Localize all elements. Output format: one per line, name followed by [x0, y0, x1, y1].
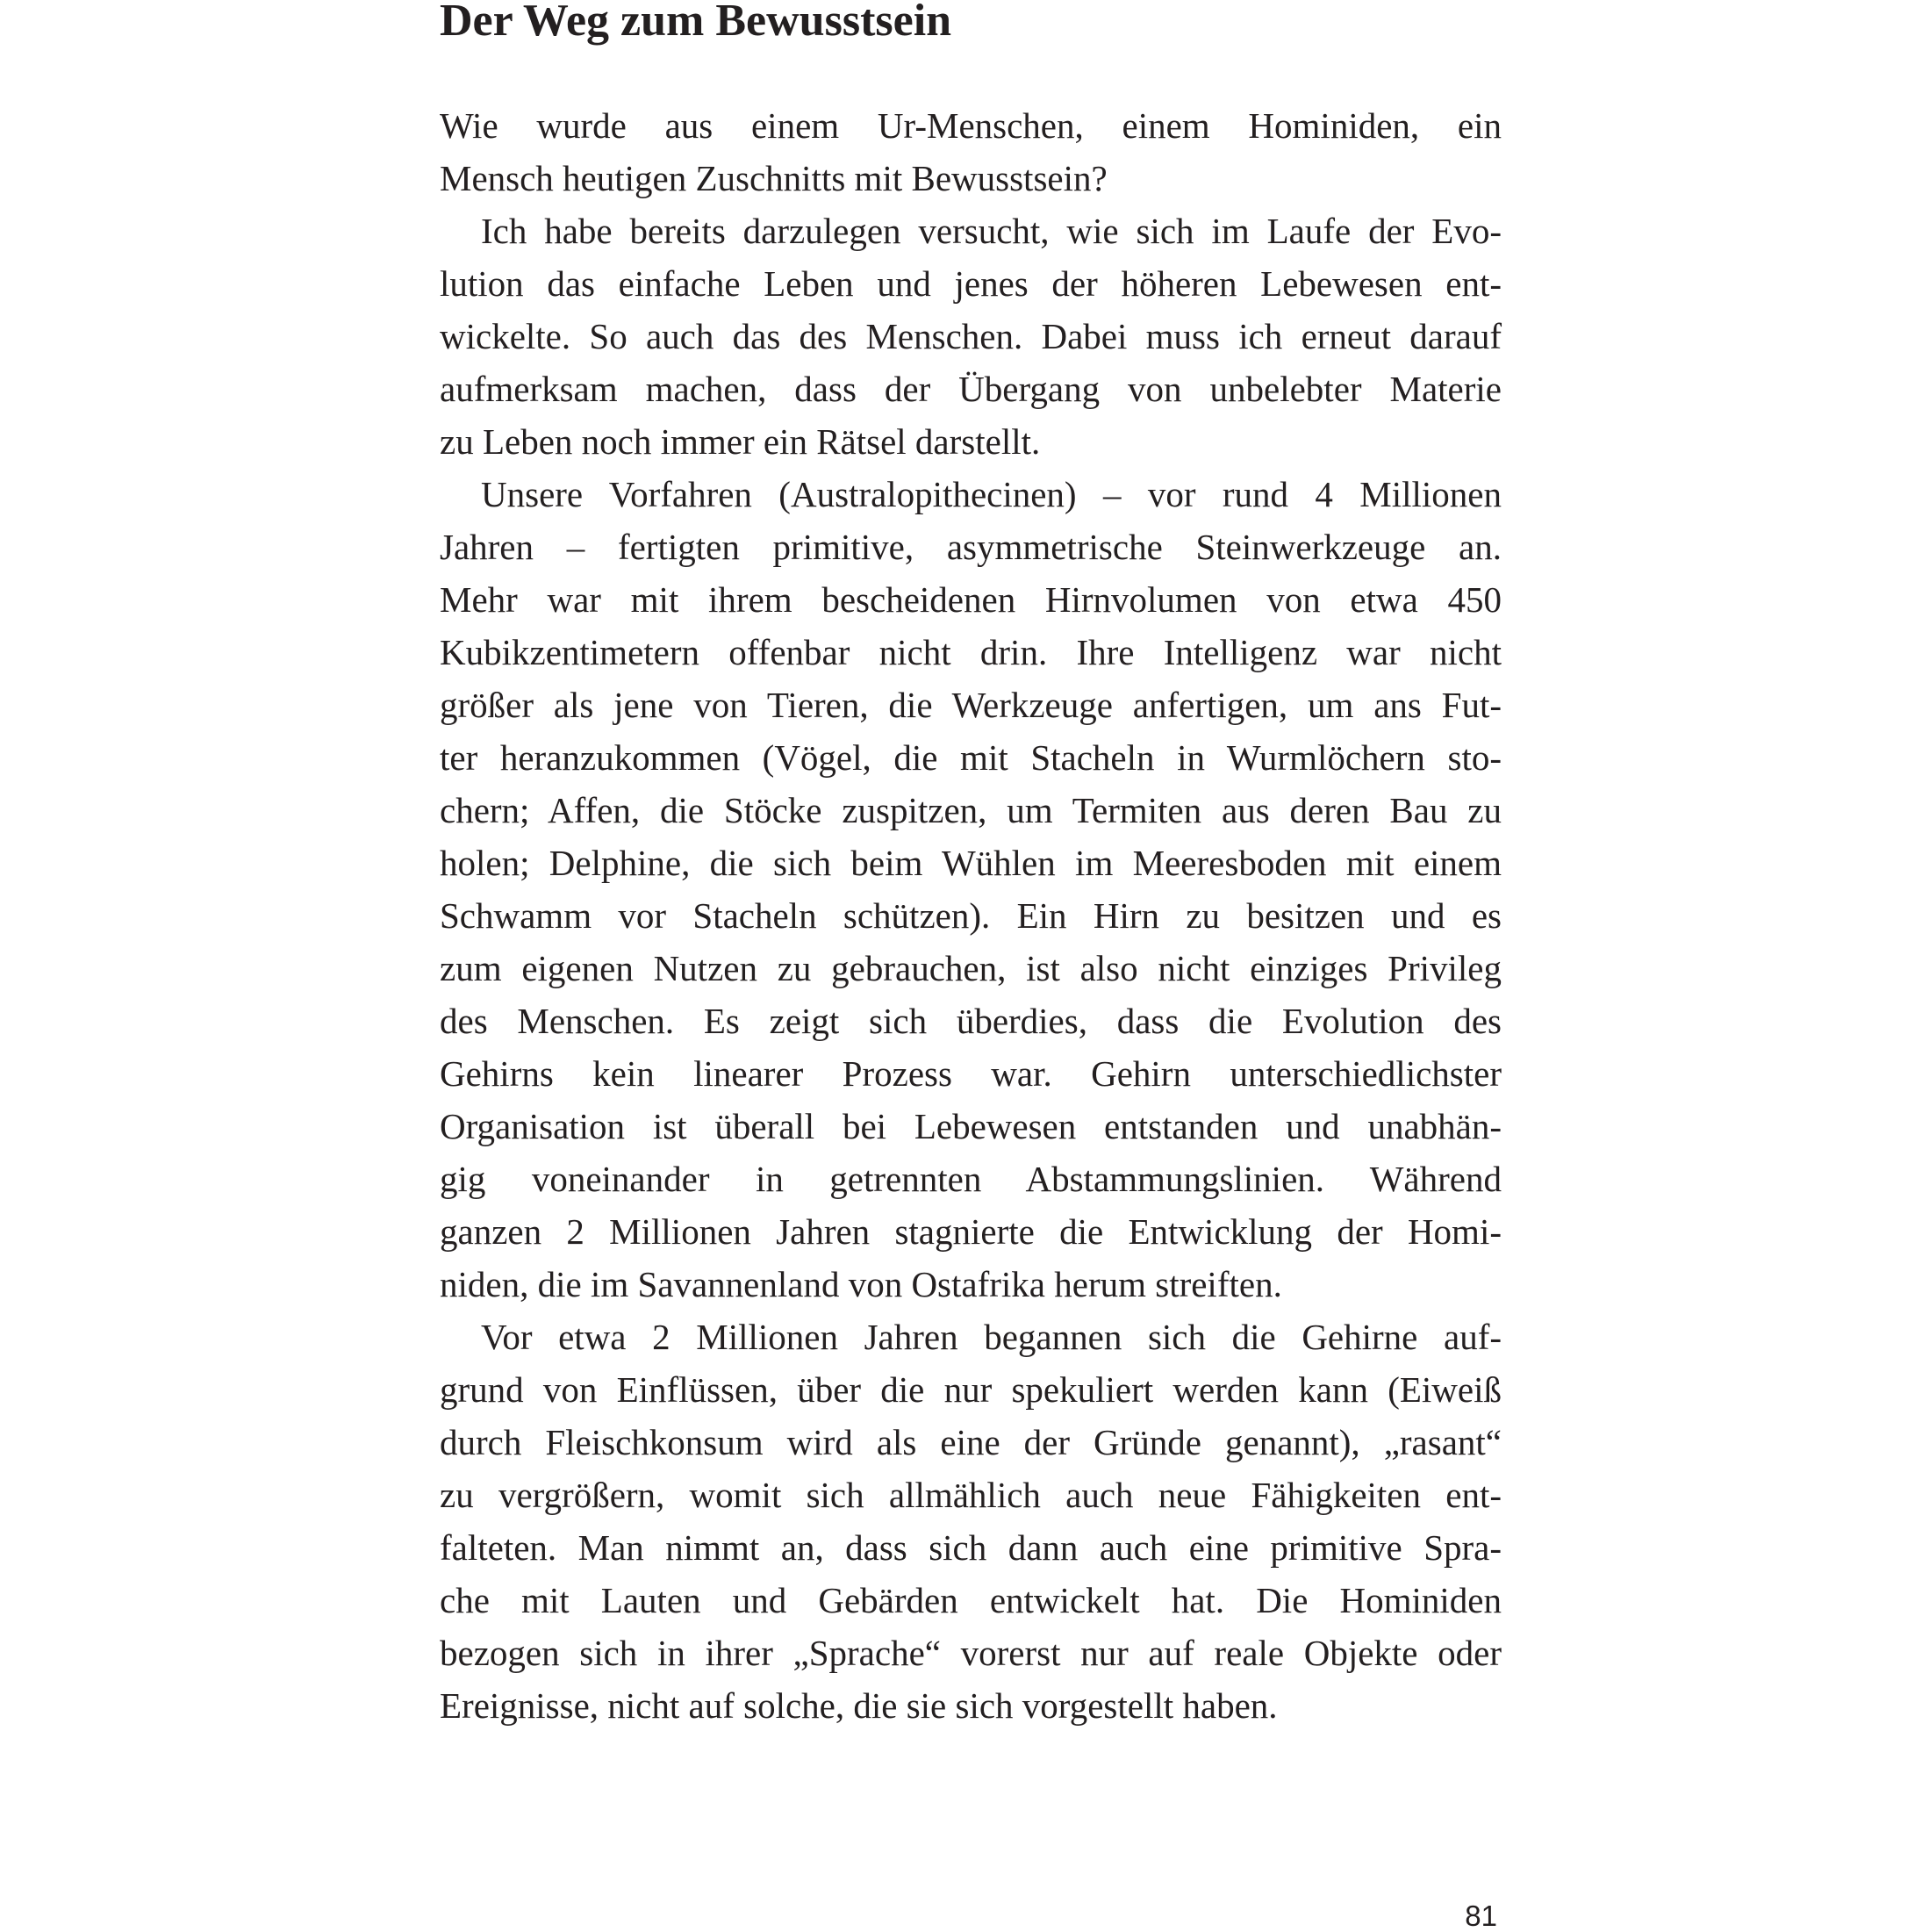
text-line: zum eigenen Nutzen zu gebrauchen, ist also nicht einziges Privileg	[440, 948, 1502, 988]
text-line: Mehr war mit ihrem bescheidenen Hirnvolumen von etwa 450	[440, 579, 1502, 620]
body-text	[440, 99, 1502, 1732]
text-line: wickelte. So auch das des Menschen. Dabei muss ich erneut darauf	[440, 316, 1502, 356]
text-line: durch Fleischkonsum wird als eine der Gründe genannt), „rasant“	[440, 1422, 1502, 1462]
text-line: Vor etwa 2 Millionen Jahren begannen sich die Gehirne auf-	[481, 1317, 1502, 1357]
text-line: Wie wurde aus einem Ur-Menschen, einem Hominiden, ein	[440, 105, 1502, 146]
text-line: Gehirns kein linearer Prozess war. Gehirn unterschiedlichster	[440, 1053, 1502, 1094]
text-line: Ich habe bereits darzulegen versucht, wie sich im Laufe der Evo-	[481, 211, 1502, 251]
text-line: ter heranzukommen (Vögel, die mit Stacheln in Wurmlöchern sto-	[440, 737, 1502, 778]
text-line: Organisation ist überall bei Lebewesen entstanden und unabhän-	[440, 1106, 1502, 1146]
text-line: zu vergrößern, womit sich allmählich auch neue Fähigkeiten ent-	[440, 1475, 1502, 1515]
text-line: aufmerksam machen, dass der Übergang von unbelebter Materie	[440, 369, 1502, 409]
text-line: des Menschen. Es zeigt sich überdies, dass die Evolution des	[440, 1001, 1502, 1041]
text-line: zu Leben noch immer ein Rätsel darstellt.	[440, 421, 1041, 462]
text-line: chern; Affen, die Stöcke zuspitzen, um Termiten aus deren Bau zu	[440, 790, 1502, 830]
text-line: Mensch heutigen Zuschnitts mit Bewusstsein?	[440, 158, 1108, 198]
text-line: lution das einfache Leben und jenes der höheren Lebewesen ent-	[440, 263, 1502, 304]
text-line: falteten. Man nimmt an, dass sich dann auch eine primitive Spra-	[440, 1527, 1502, 1568]
text-line: holen; Delphine, die sich beim Wühlen im Meeresboden mit einem	[440, 843, 1502, 883]
text-line: größer als jene von Tieren, die Werkzeuge anfertigen, um ans Fut-	[440, 685, 1502, 725]
text-line: Kubikzentimetern offenbar nicht drin. Ihre Intelligenz war nicht	[440, 632, 1502, 672]
text-line: Schwamm vor Stacheln schützen). Ein Hirn zu besitzen und es	[440, 895, 1502, 936]
text-line: Jahren – fertigten primitive, asymmetrische Steinwerkzeuge an.	[440, 527, 1502, 567]
text-line: Unsere Vorfahren (Australopithecinen) – vor rund 4 Millionen	[481, 474, 1502, 514]
text-line: gig voneinander in getrennten Abstammungslinien. Während	[440, 1159, 1502, 1199]
text-line: che mit Lauten und Gebärden entwickelt hat. Die Hominiden	[440, 1580, 1502, 1620]
text-line: niden, die im Savannenland von Ostafrika herum streiften.	[440, 1264, 1282, 1304]
text-line: grund von Einflüssen, über die nur spekuliert werden kann (Eiweiß	[440, 1369, 1502, 1410]
chapter-heading: Der Weg zum Bewusstsein	[440, 0, 952, 46]
text-line: ganzen 2 Millionen Jahren stagnierte die Entwicklung der Homi-	[440, 1211, 1502, 1252]
text-line: bezogen sich in ihrer „Sprache“ vorerst nur auf reale Objekte oder	[440, 1633, 1502, 1673]
page-number: 81	[1465, 1900, 1497, 1932]
text-line: Ereignisse, nicht auf solche, die sie sich vorgestellt haben.	[440, 1685, 1278, 1726]
